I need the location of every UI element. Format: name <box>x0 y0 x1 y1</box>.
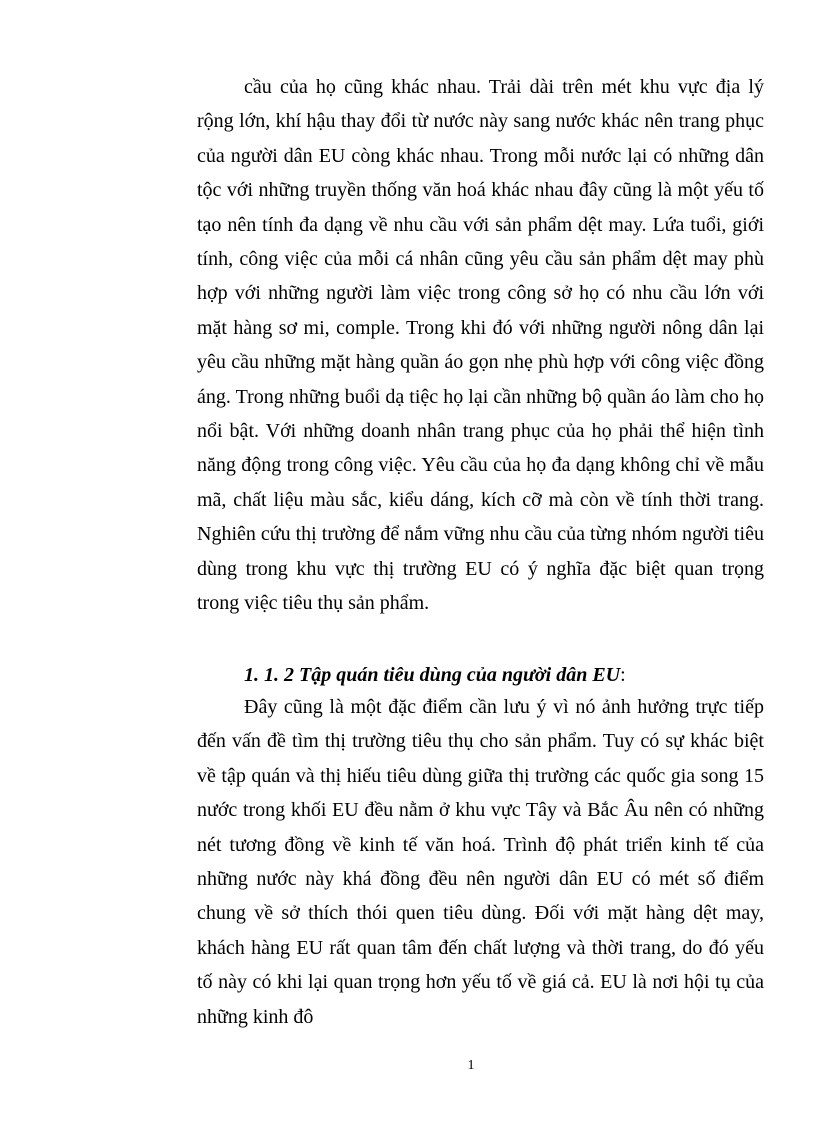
section-heading-colon: : <box>620 664 626 686</box>
paragraph-section: Đây cũng là một đặc điểm cần lưu ý vì nó ảnh hưởng trực tiếp đến vấn đề tìm thị trường tiêu thụ cho sản phẩm. Tuy có sự khác biệt về tập quán và thị hiếu tiêu dùng giữa thị trường các quốc gia song 15 nước trong khối EU đều nằm ở khu vực Tây và Bắc Âu nên có những nét tương đồng về kinh tế văn hoá. Trình độ phát triển kinh tế của những nước này khá đồng đều nên người dân EU có mét số điểm chung về sở thích thói quen tiêu dùng. Đối với mặt hàng dệt may, khách hàng EU rất quan tâm đến chất lượng và thời trang, do đó yếu tố này có khi lại quan trọng hơn yếu tố về giá cả. EU là nơi hội tụ của những kinh đô <box>197 696 764 1028</box>
paragraph-continued: cầu của họ cũng khác nhau. Trải dài trên mét khu vực địa lý rộng lớn, khí hậu thay đổi từ nước này sang nước khác nên trang phục của người dân EU còng khác nhau. Trong mỗi nước lại có những dân tộc với những truyền thống văn hoá khác nhau đây cũng là một yếu tố tạo nên tính đa dạng về nhu cầu với sản phẩm dệt may. Lứa tuổi, giới tính, công việc của mỗi cá nhân cũng yêu cầu sản phẩm dệt may phù hợp với những người làm việc trong công sở họ có nhu cầu lớn với mặt hàng sơ mi, comple. Trong khi đó với những người nông dân lại yêu cầu những mặt hàng quần áo gọn nhẹ phù hợp với công việc đồng áng. Trong những buổi dạ tiệc họ lại cần những bộ quần áo làm cho họ nổi bật. Với những doanh nhân trang phục của họ phải thể hiện tình năng động trong công việc. Yêu cầu của họ đa dạng không chỉ về mẫu mã, chất liệu màu sắc, kiểu dáng, kích cỡ mà còn về tính thời trang. Nghiên cứu thị trường để nắm vững nhu cầu của từng nhóm người tiêu dùng trong khu vực thị trường EU có ý nghĩa đặc biệt quan trọng trong việc tiêu thụ sản phẩm. <box>197 76 764 615</box>
page-number: 1 <box>467 1058 475 1073</box>
body-text-section <box>197 690 764 1034</box>
section-heading-title: 1. 1. 2 Tập quán tiêu dùng của người dân EU <box>244 664 621 686</box>
section-heading <box>244 658 764 692</box>
body-text-top <box>197 70 764 621</box>
